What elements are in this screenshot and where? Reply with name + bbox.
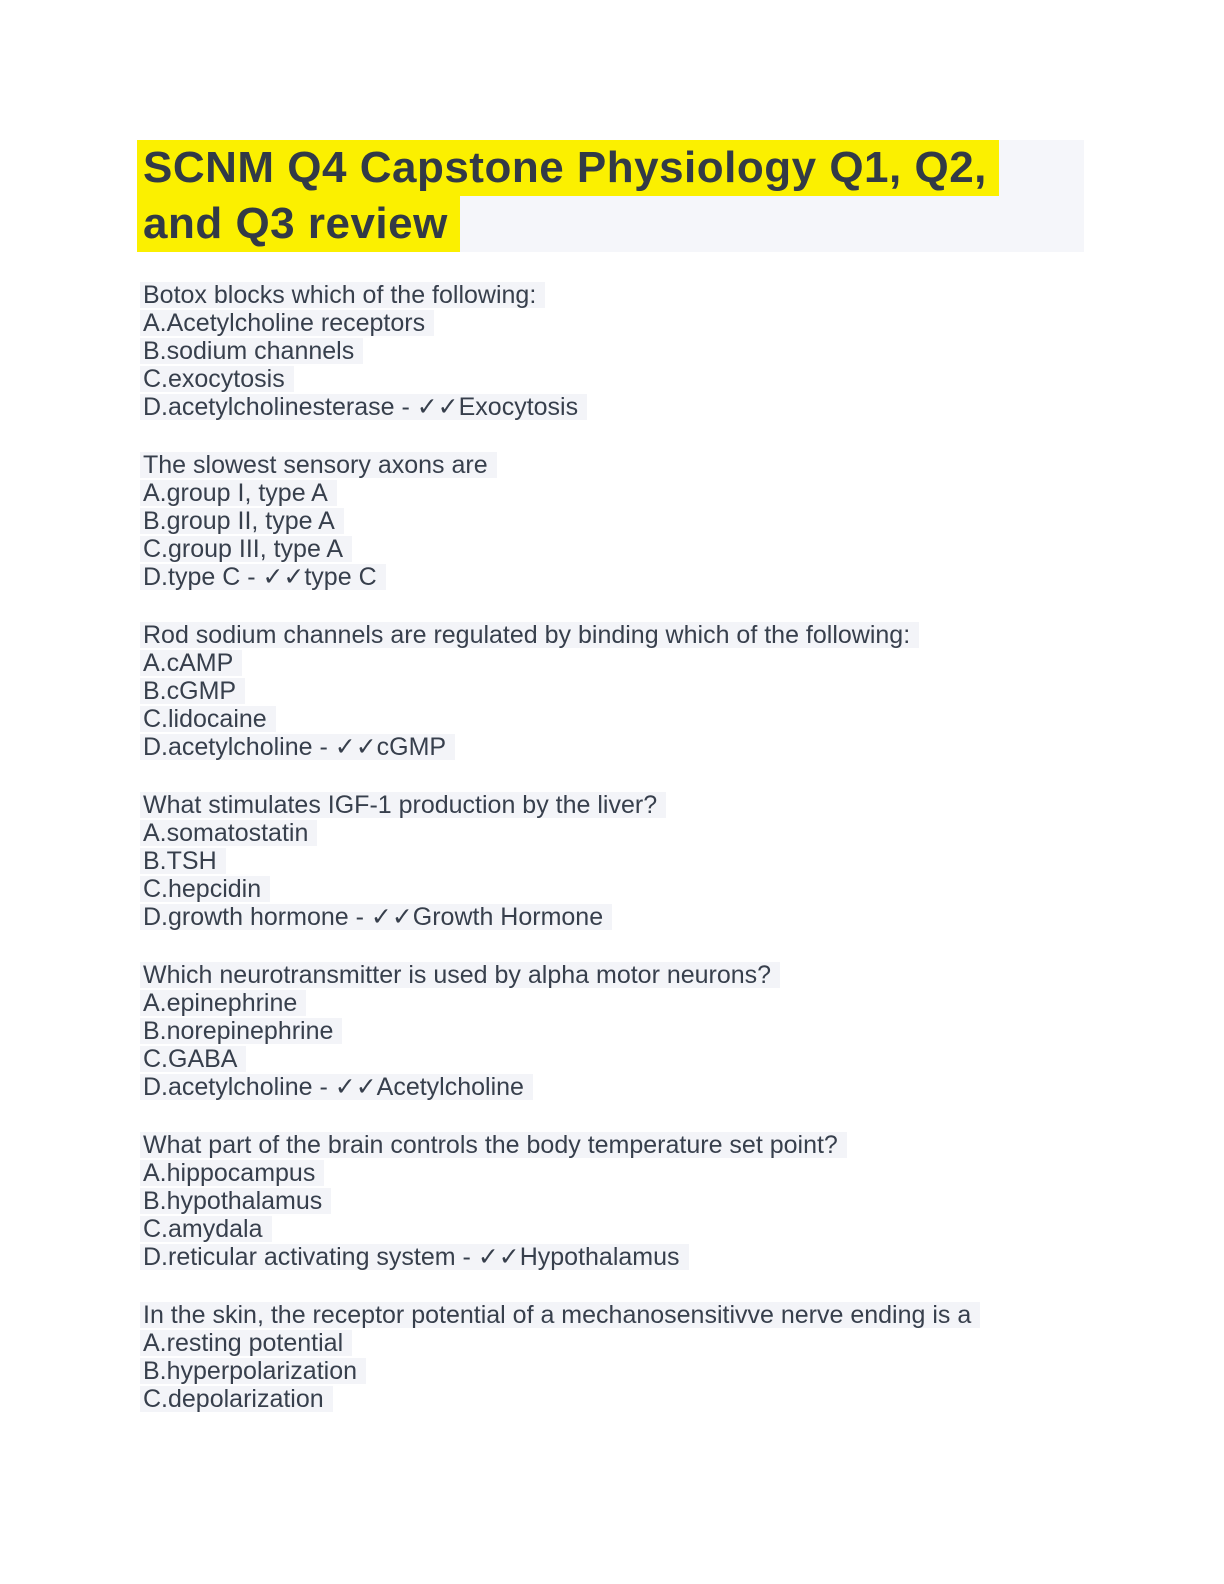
question-prompt: Which neurotransmitter is used by alpha motor neurons? bbox=[140, 962, 780, 988]
question-option-with-answer: D.growth hormone - ✓✓Growth Hormone bbox=[140, 904, 612, 930]
question-option-with-answer: D.acetylcholine - ✓✓Acetylcholine bbox=[140, 1074, 533, 1100]
question-prompt-line bbox=[140, 1302, 1104, 1330]
question-option: A.somatostatin bbox=[140, 820, 317, 846]
question-option-line bbox=[140, 1330, 1104, 1358]
question-prompt: Botox blocks which of the following: bbox=[140, 282, 545, 308]
question-block bbox=[143, 792, 1104, 932]
question-option-with-answer: D.type C - ✓✓type C bbox=[140, 564, 386, 590]
question-option-with-answer: D.acetylcholinesterase - ✓✓Exocytosis bbox=[140, 394, 587, 420]
question-option-line bbox=[140, 876, 1104, 904]
title-line-2: and Q3 review bbox=[137, 196, 460, 252]
question-option: C.exocytosis bbox=[140, 366, 294, 392]
question-option-line bbox=[140, 338, 1104, 366]
question-option-line bbox=[140, 1216, 1104, 1244]
question-option-line bbox=[140, 706, 1104, 734]
question-prompt: The slowest sensory axons are bbox=[140, 452, 497, 478]
question-option: C.group III, type A bbox=[140, 536, 352, 562]
question-option: B.norepinephrine bbox=[140, 1018, 342, 1044]
question-option: C.amydala bbox=[140, 1216, 272, 1242]
question-option: A.resting potential bbox=[140, 1330, 352, 1356]
question-option: B.hyperpolarization bbox=[140, 1358, 366, 1384]
question-option: A.cAMP bbox=[140, 650, 242, 676]
question-prompt: Rod sodium channels are regulated by binding which of the following: bbox=[140, 622, 919, 648]
question-prompt-line bbox=[140, 282, 1104, 310]
question-prompt-line bbox=[140, 452, 1104, 480]
question-option-line bbox=[140, 820, 1104, 848]
question-option: C.lidocaine bbox=[140, 706, 276, 732]
question-option: B.group II, type A bbox=[140, 508, 344, 534]
question-option-line bbox=[140, 1160, 1104, 1188]
question-option: A.epinephrine bbox=[140, 990, 306, 1016]
question-block bbox=[143, 622, 1104, 762]
question-block bbox=[143, 962, 1104, 1102]
question-option: B.cGMP bbox=[140, 678, 245, 704]
question-prompt: In the skin, the receptor potential of a mechanosensitivve nerve ending is a bbox=[140, 1302, 980, 1328]
question-option: B.hypothalamus bbox=[140, 1188, 331, 1214]
question-option-line bbox=[140, 1018, 1104, 1046]
question-option-with-answer-line bbox=[140, 1074, 1104, 1102]
question-option-with-answer-line bbox=[140, 904, 1104, 932]
question-prompt: What stimulates IGF-1 production by the liver? bbox=[140, 792, 666, 818]
question-option-line bbox=[140, 1188, 1104, 1216]
question-prompt-line bbox=[140, 622, 1104, 650]
question-option: B.sodium channels bbox=[140, 338, 363, 364]
question-option: A.group I, type A bbox=[140, 480, 337, 506]
question-option-with-answer-line bbox=[140, 1244, 1104, 1272]
question-prompt-line bbox=[140, 962, 1104, 990]
question-option: A.Acetylcholine receptors bbox=[140, 310, 434, 336]
question-option-line bbox=[140, 848, 1104, 876]
question-option-line bbox=[140, 990, 1104, 1018]
question-option: B.TSH bbox=[140, 848, 226, 874]
question-option-line bbox=[140, 1386, 1104, 1414]
question-option-line bbox=[140, 508, 1104, 536]
question-block bbox=[143, 282, 1104, 422]
question-option: C.depolarization bbox=[140, 1386, 333, 1412]
question-option-with-answer-line bbox=[140, 394, 1104, 422]
question-option-with-answer: D.acetylcholine - ✓✓cGMP bbox=[140, 734, 455, 760]
question-option-line bbox=[140, 480, 1104, 508]
question-prompt-line bbox=[140, 792, 1104, 820]
question-block bbox=[143, 1302, 1104, 1414]
page-title bbox=[137, 140, 1084, 252]
question-option-line bbox=[140, 536, 1104, 564]
question-option-line bbox=[140, 1046, 1104, 1074]
question-option-with-answer-line bbox=[140, 564, 1104, 592]
question-option-line bbox=[140, 366, 1104, 394]
question-option: C.hepcidin bbox=[140, 876, 270, 902]
question-option-with-answer: D.reticular activating system - ✓✓Hypothalamus bbox=[140, 1244, 689, 1270]
question-option: C.GABA bbox=[140, 1046, 246, 1072]
question-block bbox=[143, 452, 1104, 592]
question-option: A.hippocampus bbox=[140, 1160, 324, 1186]
question-prompt-line bbox=[140, 1132, 1104, 1160]
questions-list bbox=[143, 282, 1104, 1414]
question-prompt: What part of the brain controls the body temperature set point? bbox=[140, 1132, 847, 1158]
question-option-with-answer-line bbox=[140, 734, 1104, 762]
question-option-line bbox=[140, 650, 1104, 678]
question-option-line bbox=[140, 678, 1104, 706]
question-option-line bbox=[140, 1358, 1104, 1386]
question-block bbox=[143, 1132, 1104, 1272]
question-option-line bbox=[140, 310, 1104, 338]
title-line-1: SCNM Q4 Capstone Physiology Q1, Q2, bbox=[137, 140, 999, 196]
